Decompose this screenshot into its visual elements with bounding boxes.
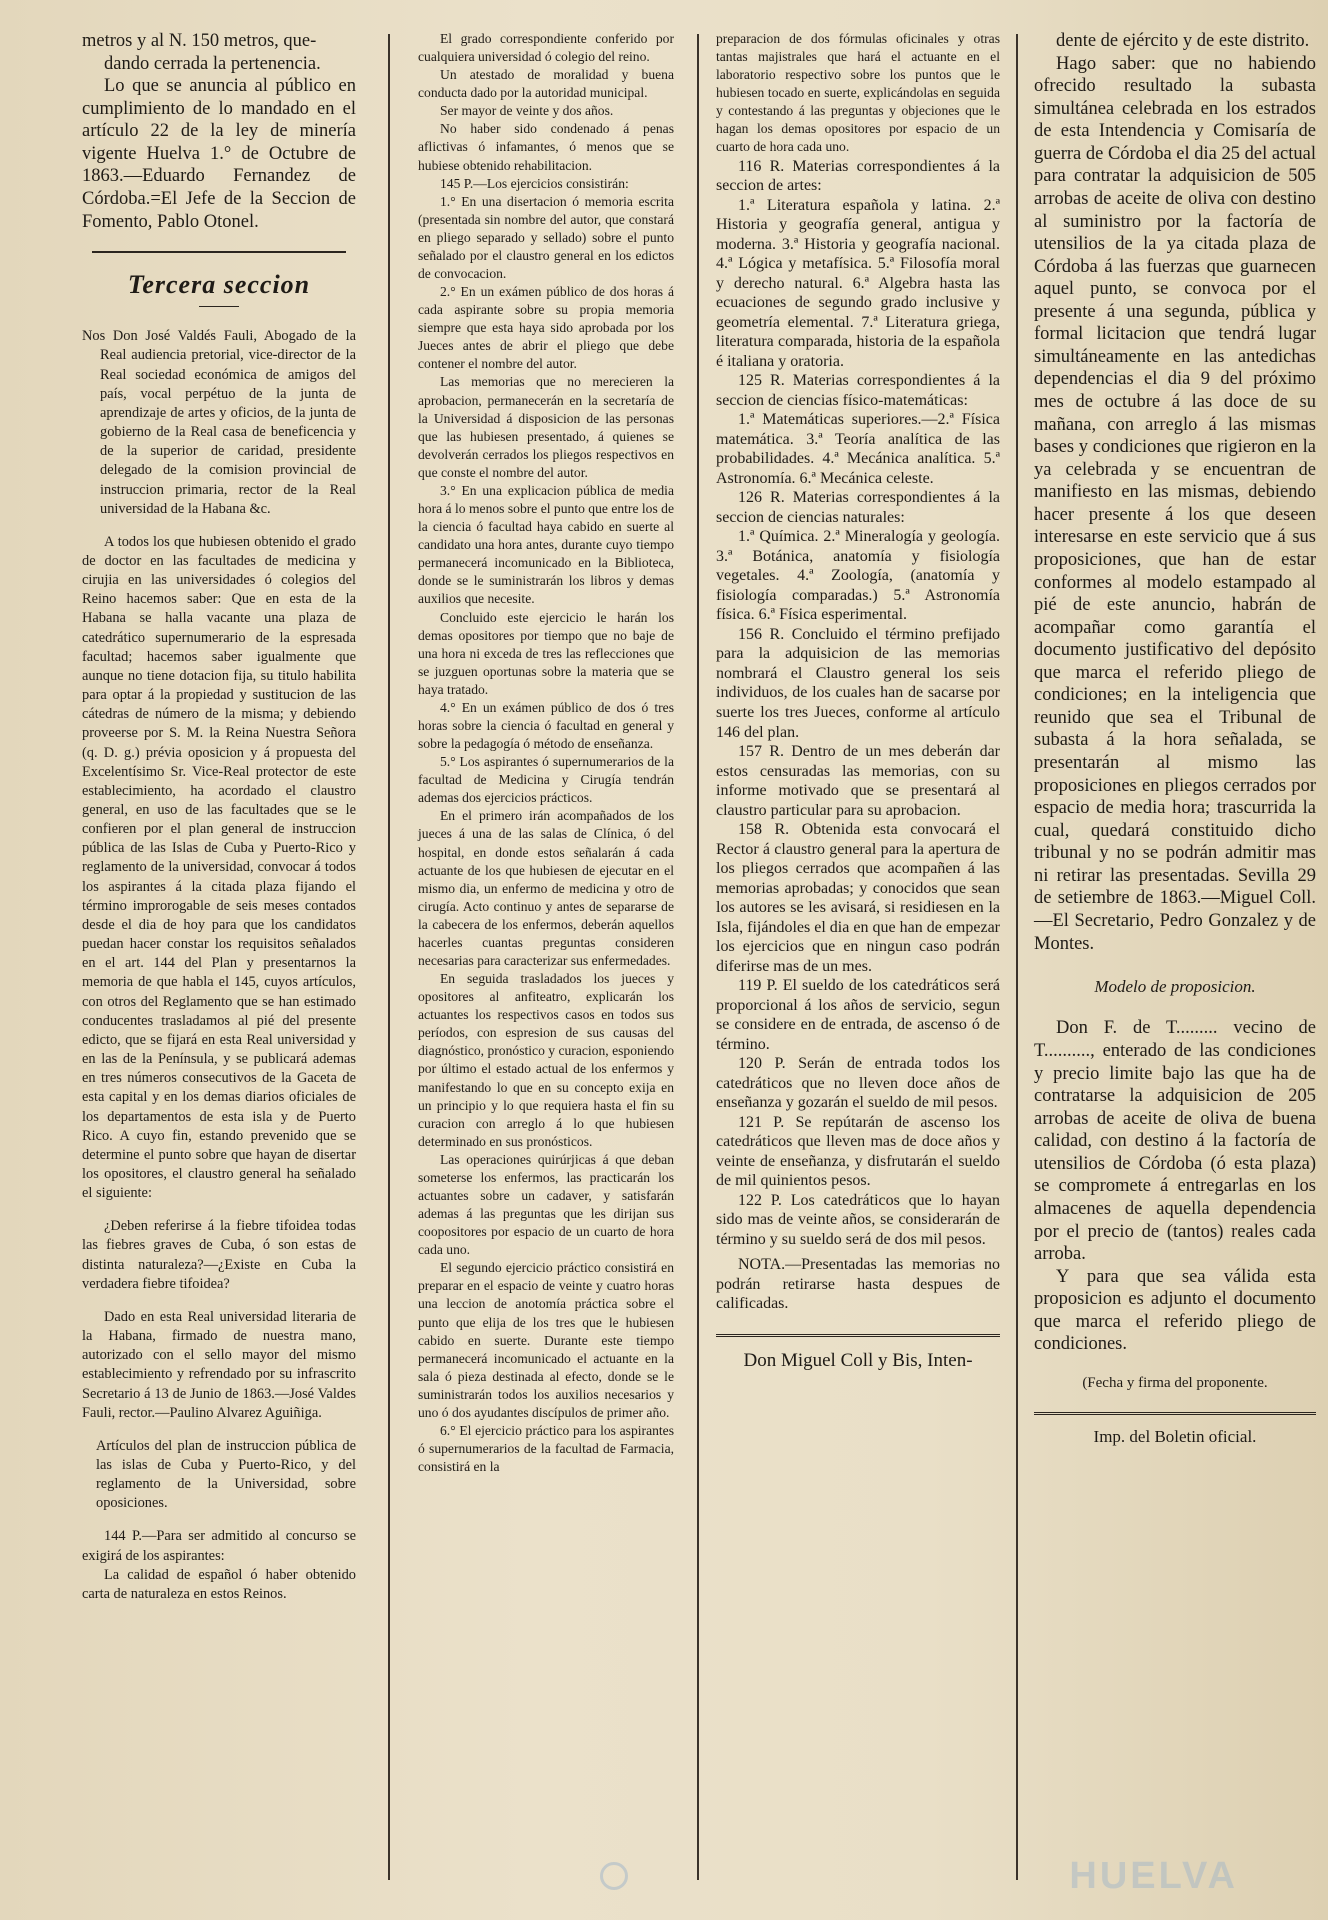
- paragraph: 5.° Los aspirantes ó supernumerarios de la facultad de Medicina y Cirugía tendrán ademas dos ejercicios prácticos.: [418, 754, 674, 806]
- model-paragraph: Don F. de T......... vecino de T.........., enterado de las condiciones y precio limite bajo las que ha de contratarse la adquisicion de 205 arrobas de aceite de oliva de buena calidad, con destino á la factoría de utensilios de Córdoba (ó esta plaza) se compromete á entregarlas en los almacenes de aquella dependencia por el precio de (tantos) reales cada arroba.: [1034, 1018, 1316, 1265]
- notice-header: Don Miguel Coll y Bis, Inten-: [743, 1349, 973, 1371]
- article-156: 156 R. Concluido el término prefijado para la adquisicion de las memorias nombrará el Claustro general los seis individuos, de los cuales han de sacarse por suerte los tres Jueces, conforme al artículo 146 del plan.: [716, 625, 1000, 741]
- divider: [1034, 1412, 1316, 1415]
- column-3: [716, 30, 1000, 1372]
- article-116: 116 R. Materias correspondientes á la seccion de artes:: [716, 157, 1000, 195]
- text-line: dando cerrada la pertenencia.: [104, 53, 321, 74]
- announcement-paragraph: Lo que se anuncia al público en cumplimiento de lo mandado en el artículo 22 de la ley de minería vigente Huelva 1.° de Octubre de 1863.—Eduardo Fernandez de Córdoba.=El Jefe de la Seccion de Fomento, Pablo Otonel.: [82, 76, 356, 232]
- paragraph: preparacion de dos fórmulas oficinales y otras tantas majistrales que hará el actuante en el laboratorio respectivo sobre los puntos que le hubiesen tocado en suerte, explicándolas en seguida y contestando á las preguntas y objeciones que le hagan los demas opositores por espacio de un cuarto de hora cada uno.: [716, 31, 1000, 155]
- paragraph: Las memorias que no merecieren la aprobacion, permanecerán en la secretaría de la Universidad á disposicion de las personas que las hubiesen presentado, á quienes se devolverán cerrados los pliegos respectivos en que conste el nombre del autor.: [418, 374, 674, 480]
- paragraph: 1.ª Matemáticas superiores.—2.ª Física matemática. 3.ª Teoría analítica de las probabilidades. 4.ª Mecánica analítica. 5.ª Astronomía. 6.ª Mecánica celeste.: [716, 411, 1000, 487]
- article-120: 120 P. Serán de entrada todos los catedráticos que no lleven doce años de enseñanza y gozarán el sueldo de mil pesos.: [716, 1055, 1000, 1112]
- column-1: [82, 30, 356, 1604]
- paragraph: El grado correspondiente conferido por cualquiera universidad ó colegio del reino.: [418, 31, 674, 65]
- column-2: [418, 30, 674, 1476]
- paragraph: 3.° En una explicacion pública de media hora á lo menos sobre el punto que entre los de la ciencia ó facultad haya cabido en suerte al candidato una hora antes, durante cuyo tiempo permanecerá incomunicado en la Biblioteca, donde se le suministrarán los libros y demas auxilios que necesite.: [418, 482, 674, 607]
- article-119: 119 P. El sueldo de los catedráticos será proporcional á los años de servicio, segun se considere en de entrada, de ascenso ó de término.: [716, 977, 1000, 1053]
- watermark-icon: [600, 1862, 628, 1890]
- dated-paragraph: Dado en esta Real universidad literaria de la Habana, firmado de nuestra mano, autorizado con el sello mayor del mismo establecimiento y refrendado por su infrascrito Secretario á 13 de Junio de 1863.—José Valdes Fauli, rector.—Paulino Alvarez Aguiñiga.: [82, 1308, 356, 1421]
- divider: [716, 1334, 1000, 1337]
- paragraph: Ser mayor de veinte y dos años.: [440, 103, 614, 119]
- imprint: Imp. del Boletin oficial.: [1093, 1426, 1257, 1446]
- paragraph: 6.° El ejercicio práctico para los aspirantes ó supernumerarios de la facultad de Farmacia, consistirá en la: [418, 1423, 674, 1475]
- paragraph: 1.ª Química. 2.ª Mineralogía y geología. 3.ª Botánica, anatomía y fisiología vegetales. 4.ª Zoología, (anatomía y fisiología comparadas.) 5.ª Astronomía física. 6.ª Física esperimental.: [716, 528, 1000, 624]
- column-rule: [697, 34, 699, 1880]
- signature-line: (Fecha y firma del proponente.: [1082, 1374, 1268, 1391]
- article-126: 126 R. Materias correspondientes á la seccion de ciencias naturales:: [716, 489, 1000, 526]
- paragraph: Las operaciones quirúrjicas á que deban someterse los enfermos, las practicarán los actuantes sobre un cadaver, y satisfarán ademas á las preguntas que les dirijan sus coopositores por espacio de un cuarto de hora cada uno.: [418, 1151, 674, 1258]
- article-144: 144 P.—Para ser admitido al concurso se exigirá de los aspirantes:: [82, 1528, 356, 1564]
- articles-heading: Artículos del plan de instruccion pública de las islas de Cuba y Puerto-Rico, y del reglamento de la Universidad, sobre oposiciones.: [96, 1437, 356, 1512]
- article-145: 145 P.—Los ejercicios consistirán:: [440, 175, 629, 191]
- paragraph: El segundo ejercicio práctico consistirá en preparar en el espacio de veinte y cuatro horas una leccion de anotomía práctica sobre el punto que elija de los tres que le hubiesen cabido en suerte. Durante este tiempo permanecerá incomunicado el actuante en la sala ó pieza destinada al efecto, donde se le suministrarán todos los auxilios necesarios y uno ó dos ayudantes discípulos de primer año.: [418, 1260, 674, 1420]
- paragraph: 2.° En un exámen público de dos horas á cada aspirante sobre su propia memoria siempre que esta haya sido aprobada por los Jueces antes de abrir el pliego que debe contener el nombre del autor.: [418, 284, 674, 372]
- paragraph: 1.° En una disertacion ó memoria escrita (presentada sin nombre del autor, que constará en pliego separado y sellado) sobre el punto señalado por el claustro general en los edictos de convocacion.: [418, 193, 674, 282]
- body-paragraph: A todos los que hubiesen obtenido el grado de doctor en las facultades de medicina y cirujia en las universidades ó colegios del Reino hacemos saber: Que en esta de la Habana se halla vacante una plaza de catedrático supernumerario de la espresada facultad; hacemos saber igualmente que aunque no tiene dotacion fija, su titulo habilita para optar á la propiedad y sustitucion de las cátedras de número de la misma; y debiendo proveerse por S. M. la Reina Nuestra Señora (q. D. g.) prévia oposicion y á propuesta del Excelentísimo Sr. Vice-Real protector de este establecimiento, ha acordado el claustro general, en uso de las facultades que se le confieren por el plan general de instruccion pública de las Islas de Cuba y Puerto-Rico y reglamento de la universidad, convocar á todos los aspirantes á la citada plaza fijando el término improrogable de seis meses contados desde el dia de hoy para que los candidatos puedan hacer constar los requisitos señalados en el art. 144 del Plan y presentarnos la memoria de que habla el 145, cuyos artículos, con otros del Reglamento que se han estimado conducentes trasladamos al pié del presente edicto, que se fijará en esta Real universidad y en las de la Península, y se publicará ademas en tres números consecutivos de la Gaceta de esta capital y en los demas diarios oficiales de los departamentos de esta isla y de Puerto Rico. A cuyo fin, estando prevenido que se determine el punto sobre que hayan de disertar los opositores, el claustro general ha señalado el siguiente:: [82, 533, 356, 1202]
- article-125: 125 R. Materias correspondientes á la seccion de ciencias físico-matemáticas:: [716, 372, 1000, 409]
- paragraph: En el primero irán acompañados de los jueces á una de las salas de Clínica, ó del hospital, en donde estos señalarán á cada actuante de los que hubiesen de ejecutar en el mismo dia, un enfermo de medicina y otro de cirugía. Acto continuo y antes de separarse de la cabecera de los enfermos, deberán aquellos hacerles cuantas preguntas consideren necesarias para caracterizar sus enfermedades.: [418, 808, 674, 968]
- column-rule: [388, 34, 390, 1880]
- divider: [92, 251, 346, 253]
- paragraph: No haber sido condenado á penas aflictivas ó infamantes, ó menos que se hubiese obtenido rehabilitacion.: [418, 121, 674, 173]
- column-rule: [1016, 34, 1018, 1880]
- article-158: 158 R. Obtenida esta convocará el Rector á claustro general para la apertura de los pliegos cerrados que acompañen á las memorias aprobadas; y conocidos que sean los autores se les avisará, si residiesen en la Isla, fijándoles el dia en que han de empezar los ejercicios que en ningun caso podrán diferirse mas de un mes.: [716, 821, 1000, 975]
- text-line: dente de ejército y de este distrito.: [1056, 31, 1310, 51]
- section-title: Tercera seccion: [127, 270, 311, 300]
- article-122: 122 P. Los catedráticos que lo hayan sido mas de veinte años, se considerarán de término y su sueldo será de dos mil pesos.: [716, 1191, 1000, 1248]
- model-title: Modelo de proposicion.: [1094, 977, 1256, 997]
- divider: [199, 306, 239, 307]
- article-144-condition: La calidad de español ó haber obtenido carta de naturaleza en estos Reinos.: [82, 1566, 356, 1602]
- text-line: metros y al N. 150 metros, que-: [82, 31, 317, 51]
- paragraph: En seguida trasladados los jueces y opositores al anfiteatro, explicarán los actuantes los respectivos casos en todos sus períodos, con espresion de sus causas del diagnóstico, pronóstico y curacion, esponiendo por último el estado actual de los enfermos y manifestando lo que en su concepto exija en un principio y lo que requiera hasta el fin su curacion con arreglo á lo que hubiesen determinado en sus pronósticos.: [418, 971, 674, 1149]
- paragraph: Un atestado de moralidad y buena conducta dado por la autoridad municipal.: [418, 67, 674, 101]
- paragraph: Concluido este ejercicio le harán los demas opositores por tiempo que no baje de una hora ni exceda de tres las reflecciones que se juzguen oportunas sobre la materia que se haya tratado.: [418, 609, 674, 697]
- article-121: 121 P. Se repútarán de ascenso los catedráticos que lleven mas de doce años y veinte de enseñanza, y disfrutarán el sueldo de mil quinientos pesos.: [716, 1113, 1000, 1190]
- watermark: HUELVA: [1069, 1855, 1238, 1897]
- notice-paragraph: Hago saber: que no habiendo ofrecido resultado la subasta simultánea celebrada en los estrados de esta Intendencia y Comisaría de guerra de Córdoba el dia 25 del actual para contratar la adquisicion de 505 arrobas de aceite de oliva con destino al suministro por la factoría de utensilios de la ya citada plaza de Córdoba á las fuerzas que guarnecen aquel punto, se convoca por el presente á una segunda, pública y formal licitacion que tendrá lugar simultáneamente en las antedichas dependencias el dia 9 del próximo mes de octubre á las doce de su mañana, con arreglo á las mismas bases y condiciones que rigieron en la ya celebrada y se encuentran de manifiesto en las mismas, debiendo hacer presente á los que deseen interesarse en este servicio que á sus proposiciones, que han de estar conformes al modelo estampado al pié de este anuncio, habrán de acompañar como garantía el documento justificativo del depósito que marca el referido pliego de condiciones; en la inteligencia que reunido que sea el Tribunal de subasta á la hora señalada, se presentarán al mismo las proposiciones en pliegos cerrados por espacio de media hora; trascurrida la cual, quedará constituido dicho tribunal y no se podrán admitir mas ni retirar las presentadas. Sevilla 29 de setiembre de 1863.—Miguel Coll.—El Secretario, Pedro Gonzalez y de Montes.: [1034, 53, 1317, 954]
- article-157: 157 R. Dentro de un mes deberán dar estos censuradas las memorias, con su informe motivado que se presentará al claustro particular para su aprobacion.: [716, 743, 1000, 819]
- paragraph: 1.ª Literatura española y latina. 2.ª Historia y geografía general, antigua y moderna. 3.ª Historia y geografía nacional. 4.ª Lógica y metafísica. 5.ª Filosofía moral y derecho natural. 6.ª Algebra hasta las ecuaciones de segundo grado inclusive y geometría elemental. 7.ª Literatura griega, literatura comparada, historia de la española é italiana y oratoria.: [716, 196, 1000, 370]
- question-paragraph: ¿Deben referirse á la fiebre tifoidea todas las fiebres graves de Cuba, ó son estas de distinta naturaleza?—¿Existe en Cuba la verdadera fiebre tifoidea?: [82, 1218, 356, 1292]
- paragraph: 4.° En un exámen público de dos ó tres horas sobre la ciencia ó facultad en general y sobre la pedagogía ó método de enseñanza.: [418, 699, 674, 752]
- nota: NOTA.—Presentadas las memorias no podrán retirarse hasta despues de calificadas.: [716, 1256, 1000, 1313]
- intro-paragraph: Nos Don José Valdés Fauli, Abogado de la Real audiencia pretorial, vice-director de la Real sociedad económica de amigos del país, vocal perpétuo de la junta de aprendizaje de artes y oficios, de la junta de gobierno de la Real casa de beneficencia y de la superior de caridad, presidente delegado de la comision provincial de instruccion primaria, rector de la Real universidad de la Habana &c.: [82, 328, 356, 517]
- validity-paragraph: Y para que sea válida esta proposicion es adjunto el documento que marca el referido pliego de condiciones.: [1034, 1266, 1316, 1355]
- column-4: [1034, 30, 1316, 1447]
